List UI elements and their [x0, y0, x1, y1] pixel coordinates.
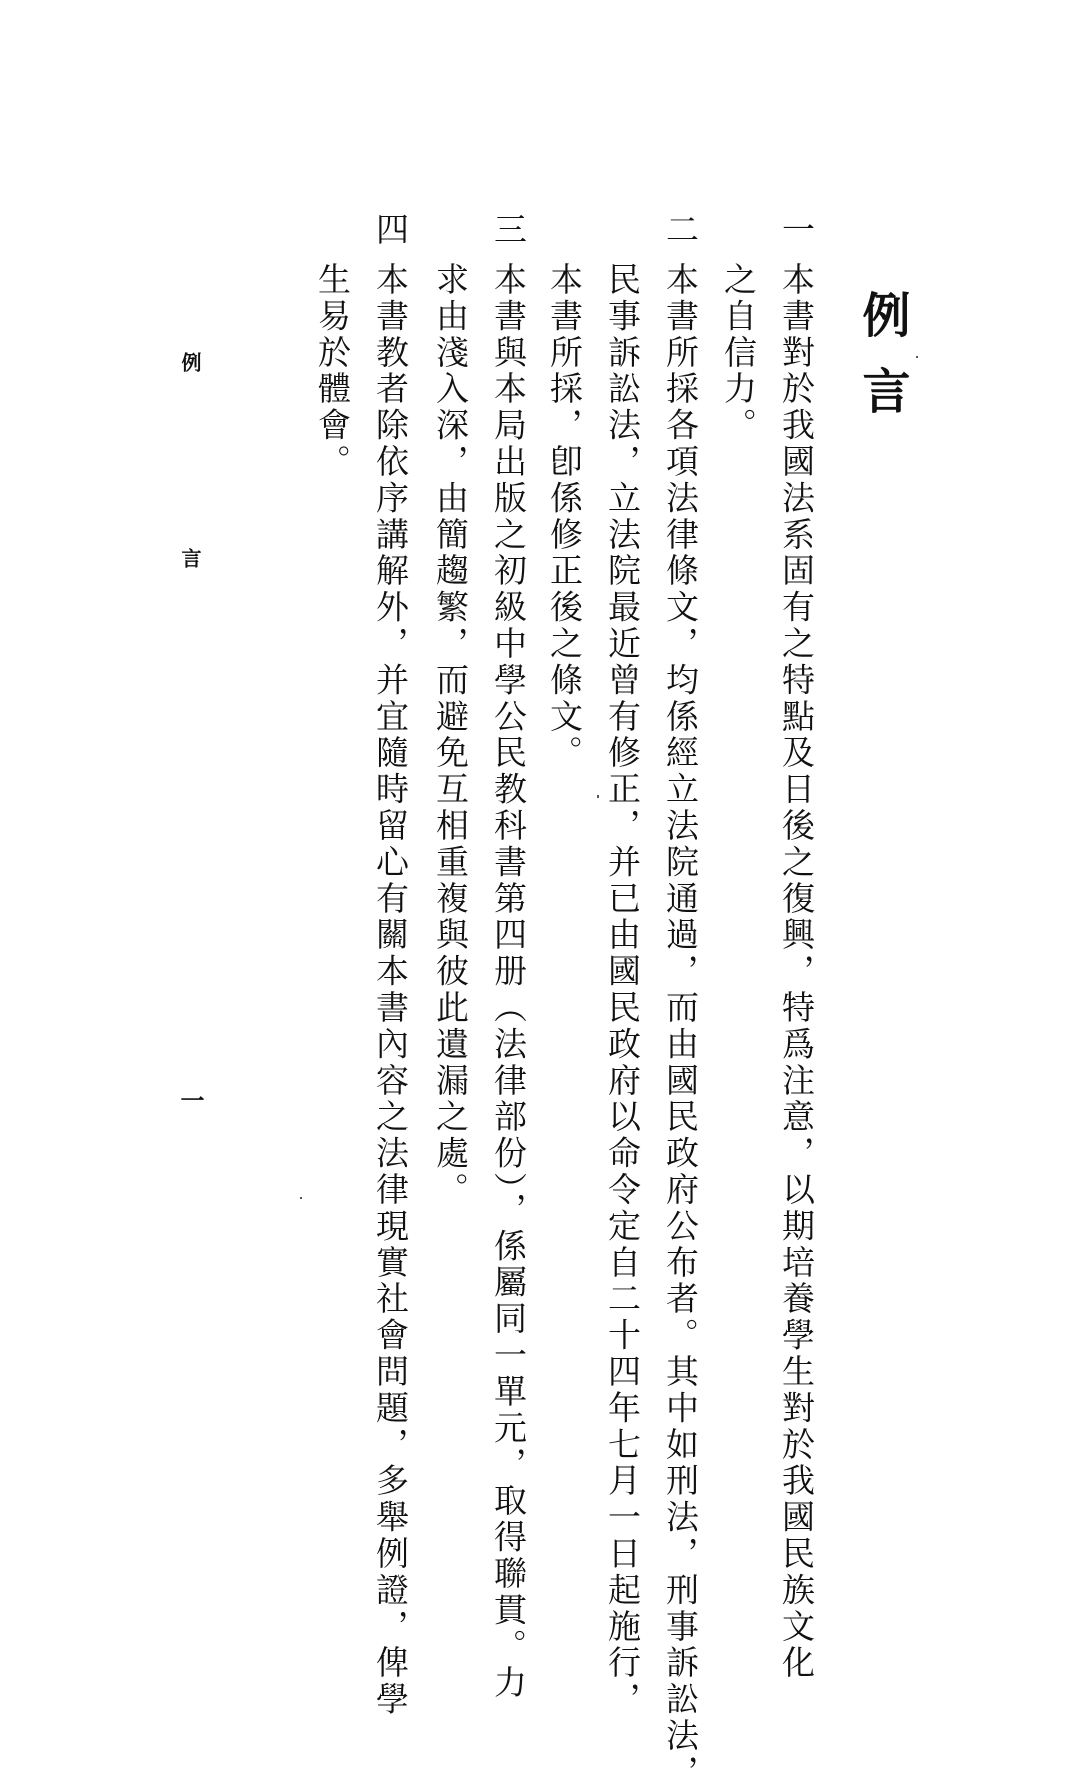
item-3-line-2: 求由淺入深，由簡趨繁，而避免互相重複與彼此遺漏之處。 — [431, 262, 470, 1209]
item-1-line-2: 之自信力。 — [719, 262, 758, 444]
item-marker-3: 三 — [489, 212, 528, 245]
item-marker-4: 四 — [371, 212, 410, 245]
item-marker-2: 二 — [661, 212, 700, 245]
item-3-line-1: 本書與本局出版之初級中學公民教科書第四册（法律部份），係屬同一單元，取得聯貫。力 — [489, 262, 528, 1702]
scan-speck — [597, 795, 599, 798]
item-marker-1: 一 — [777, 212, 816, 245]
item-1-line-1: 本書對於我國法系固有之特點及日後之復興，特爲注意，以期培養學生對於我國民族文化 — [777, 262, 816, 1682]
margin-section-label-1: 例 — [178, 352, 202, 372]
item-2-line-1: 本書所採各項法律條文，均係經立法院通過，而由國民政府公布者。其中如刑法，刑事訴訟法， — [661, 262, 700, 1791]
item-4-line-1: 本書教者除依序講解外，并宜隨時留心有關本書內容之法律現實社會問題，多舉例證，俾學 — [371, 262, 410, 1718]
item-2-line-3: 本書所採，卽係修正後之條文。 — [545, 262, 584, 772]
item-4-line-2: 生易於體會。 — [313, 262, 352, 481]
scan-speck — [916, 356, 918, 358]
margin-page-number: 一 — [176, 1088, 205, 1112]
item-2-line-2: 民事訴訟法，立法院最近曾有修正，并已由國民政府以命令定自二十四年七月一日起施行， — [603, 262, 642, 1718]
scan-speck — [300, 1197, 302, 1199]
margin-section-label-2: 言 — [178, 548, 202, 568]
page-title: 例言 — [854, 290, 910, 442]
